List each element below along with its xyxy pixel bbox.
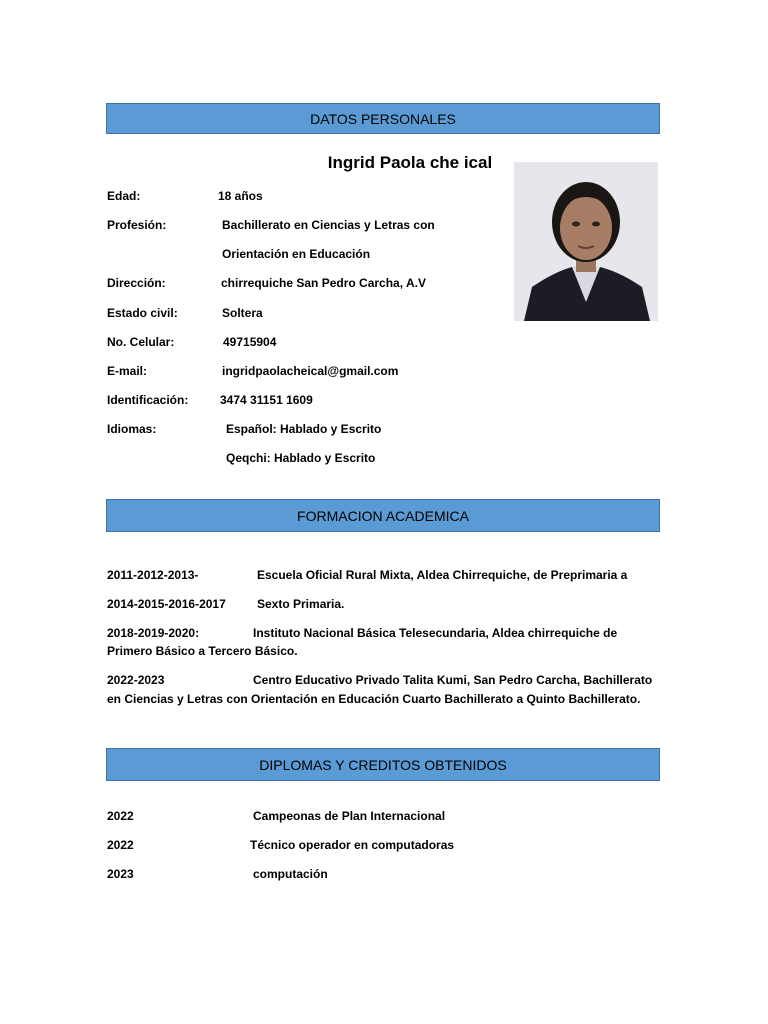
profile-photo: [514, 162, 658, 321]
academic-entry: Instituto Nacional Básica Telesecundaria, Aldea chirrequiche de: [253, 626, 618, 640]
language-spanish: Español: Hablado y Escrito: [226, 422, 382, 436]
academic-entry-cont: en Ciencias y Letras con Orientación en Educación Cuarto Bachillerato a Quinto Bachillerato.: [107, 692, 641, 706]
section-title: DATOS PERSONALES: [310, 110, 456, 127]
profession-label: Profesión:: [107, 218, 167, 232]
diploma-title: computación: [253, 867, 328, 881]
academic-years: 2011-2012-2013-: [107, 568, 199, 582]
age-label: Edad:: [107, 189, 141, 203]
email-value: ingridpaolacheical@gmail.com: [222, 364, 399, 378]
section-title: FORMACION ACADEMICA: [297, 507, 469, 524]
academic-entry: Escuela Oficial Rural Mixta, Aldea Chirrequiche, de Preprimaria a: [257, 568, 628, 582]
academic-entry: Sexto Primaria.: [257, 597, 345, 611]
diploma-year: 2022: [107, 838, 134, 852]
language-qeqchi: Qeqchi: Hablado y Escrito: [226, 451, 376, 465]
diploma-year: 2023: [107, 867, 134, 881]
id-label: Identificación:: [107, 393, 189, 407]
academic-entry-cont: Primero Básico a Tercero Básico.: [107, 644, 298, 658]
academic-entry: Centro Educativo Privado Talita Kumi, San Pedro Carcha, Bachillerato: [253, 673, 653, 687]
diploma-year: 2022: [107, 809, 134, 823]
civil-status-label: Estado civil:: [107, 306, 178, 320]
address-value: chirrequiche San Pedro Carcha, A.V: [221, 276, 426, 290]
profession-value-cont: Orientación en Educación: [222, 247, 371, 261]
profession-value: Bachillerato en Ciencias y Letras con: [222, 218, 435, 232]
email-label: E-mail:: [107, 364, 148, 378]
section-header-personal: [106, 103, 660, 134]
phone-value: 49715904: [223, 335, 277, 349]
section-header-diplomas: [106, 748, 660, 781]
id-value: 3474 31151 1609: [220, 393, 313, 407]
diploma-title: Campeonas de Plan Internacional: [253, 809, 446, 823]
academic-years: 2014-2015-2016-2017: [107, 597, 226, 611]
section-header-academic: [106, 499, 660, 532]
diploma-title: Técnico operador en computadoras: [250, 838, 455, 852]
languages-label: Idiomas:: [107, 422, 157, 436]
address-label: Dirección:: [107, 276, 166, 290]
civil-status-value: Soltera: [222, 306, 263, 320]
academic-years: 2022-2023: [107, 673, 165, 687]
academic-years: 2018-2019-2020:: [107, 626, 200, 640]
age-value: 18 años: [218, 189, 263, 203]
section-title: DIPLOMAS Y CREDITOS OBTENIDOS: [259, 756, 507, 773]
phone-label: No. Celular:: [107, 335, 175, 349]
candidate-name: Ingrid Paola che ical: [327, 153, 493, 172]
